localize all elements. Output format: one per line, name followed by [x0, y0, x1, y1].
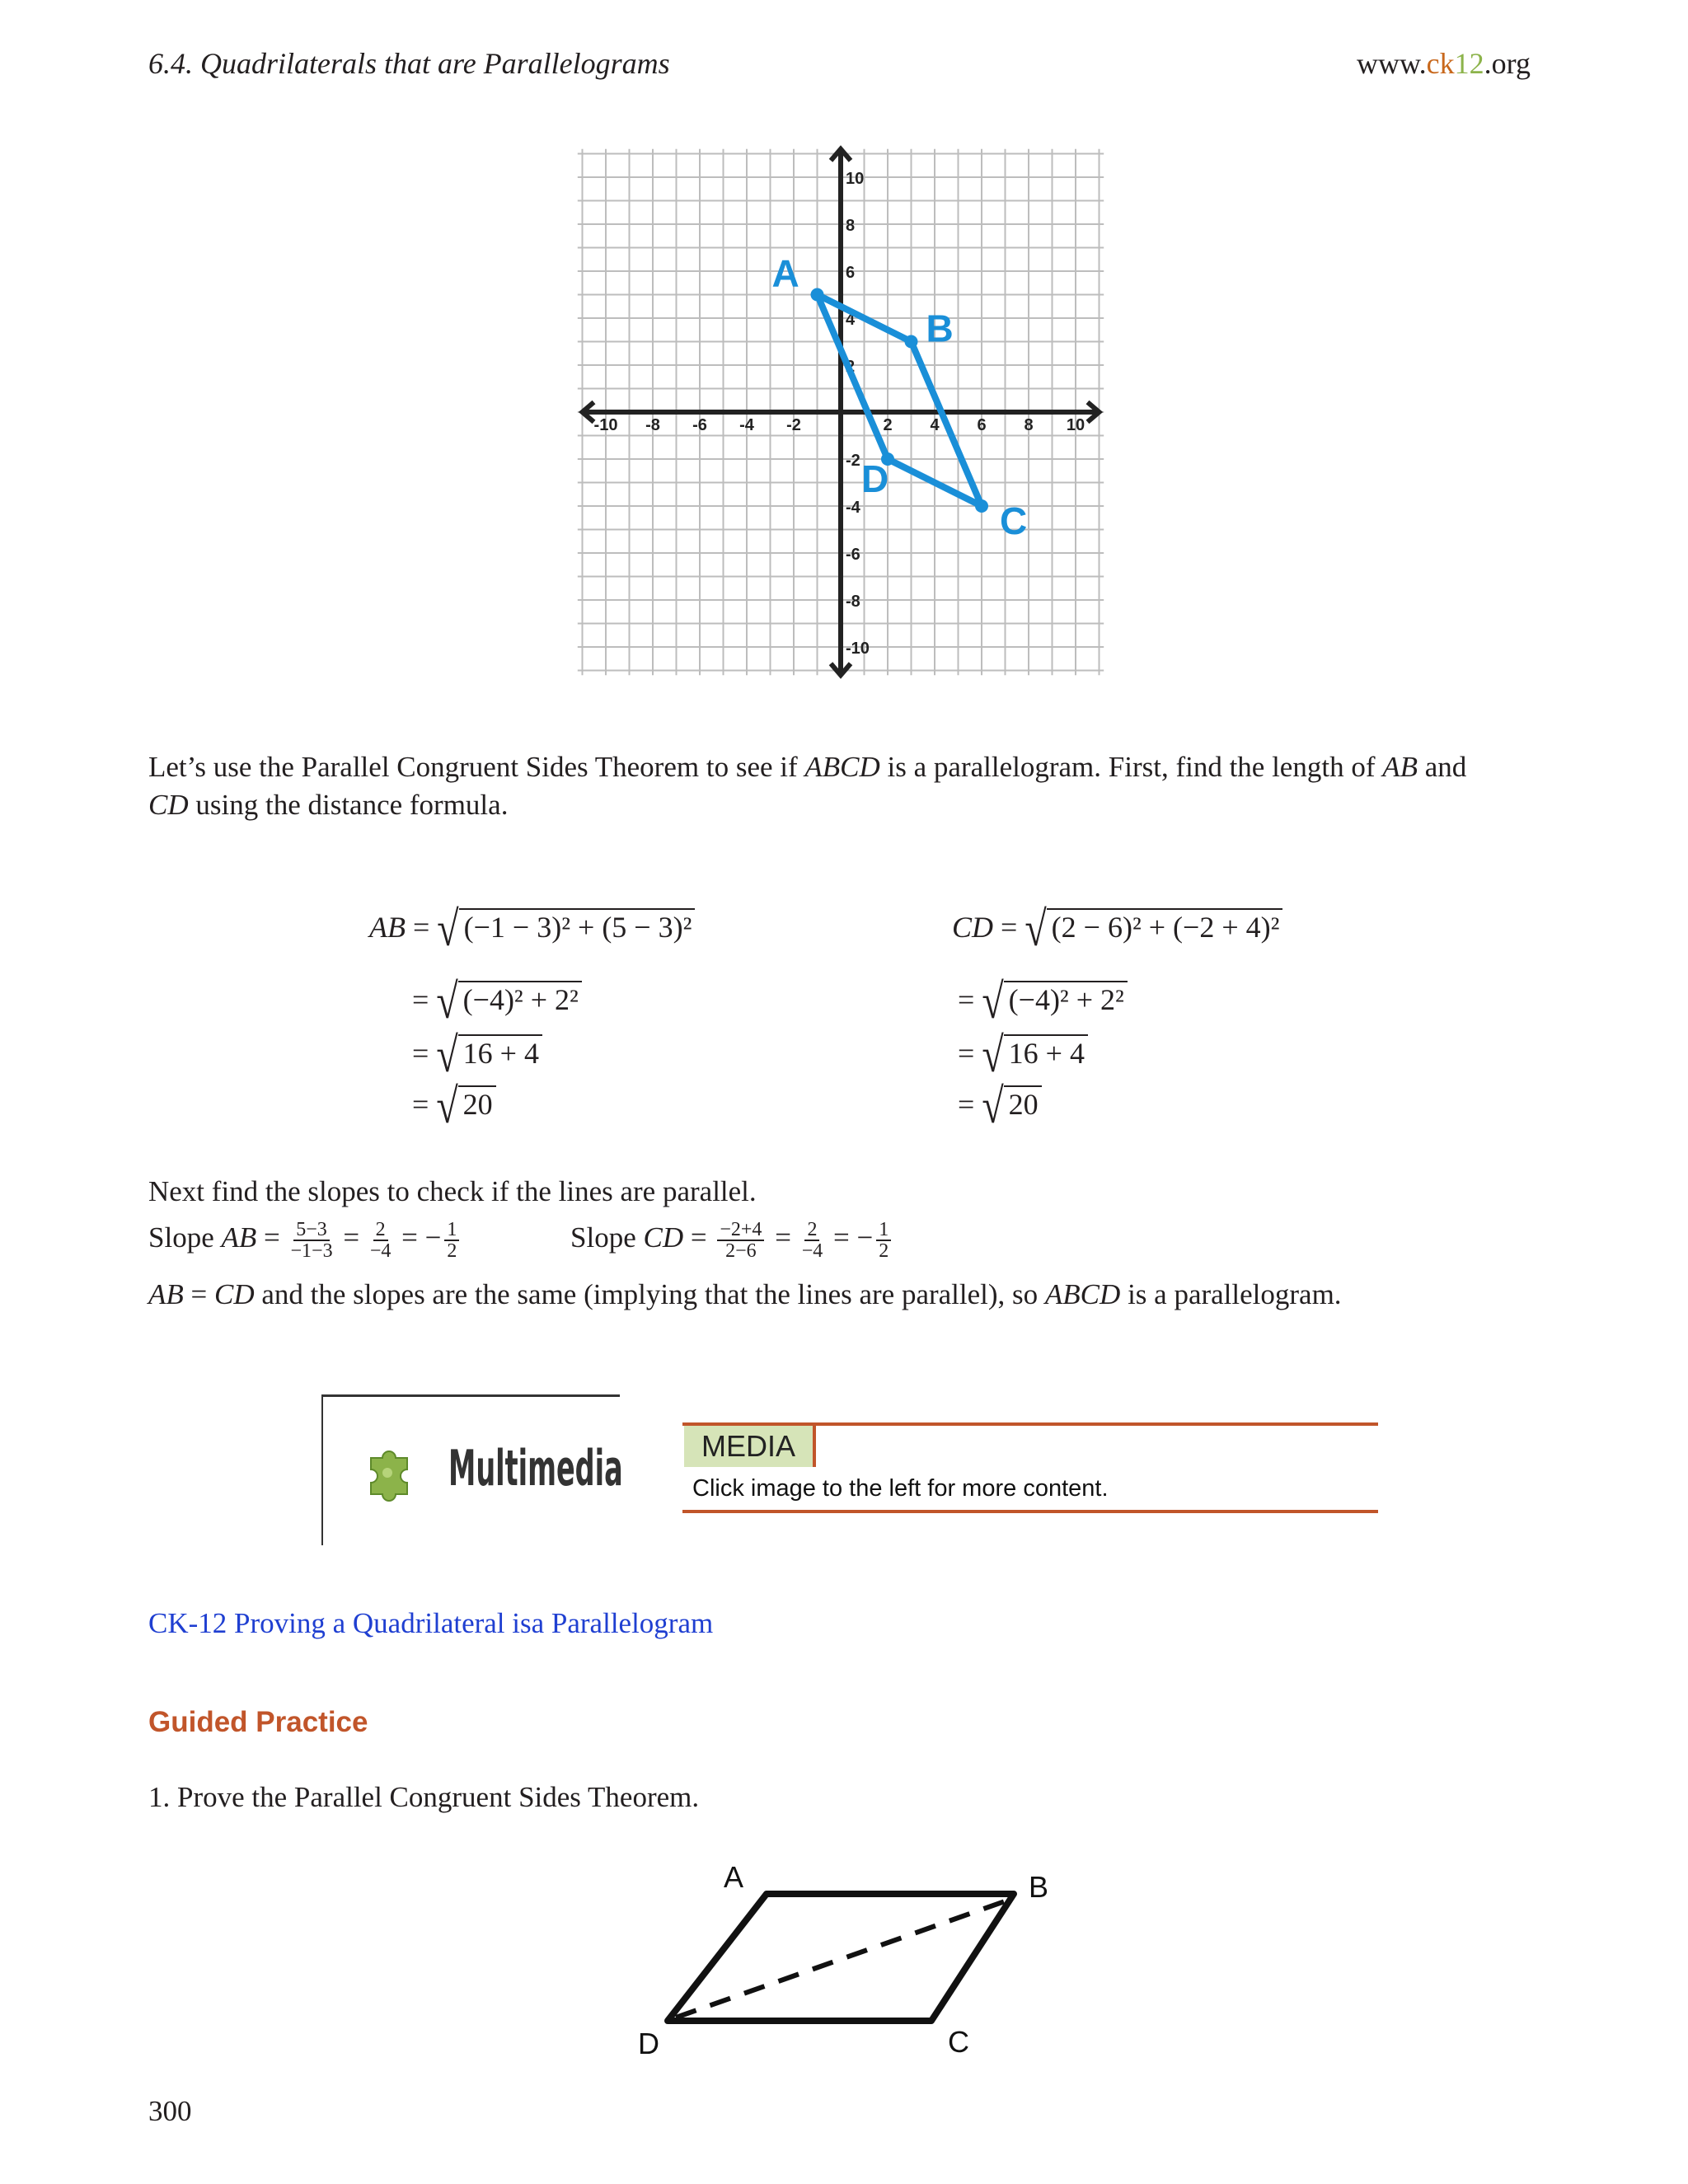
ab-eq-line4: = √ 20	[412, 1084, 496, 1129]
vertex-label-b: B	[1029, 1870, 1049, 1904]
page-number: 300	[148, 2095, 192, 2127]
point-c	[975, 499, 988, 513]
y-tick-label: 2	[846, 358, 856, 376]
x-tick-label: -2	[786, 416, 801, 434]
vertex-label-a: A	[724, 1860, 744, 1894]
video-link[interactable]: CK-12 Proving a Quadrilateral isa Parallelogram	[148, 1607, 714, 1639]
slope-cd-equation: Slope CD = $\frac{-2+4}{2-6}$ = $\frac{2}{-4}$ = − $\frac{1}{2}$	[570, 1220, 894, 1261]
x-tick-label: 4	[930, 416, 940, 434]
x-tick-label: -10	[593, 416, 618, 434]
running-header-section: 6.4. Quadrilaterals that are Parallelograms	[148, 47, 670, 80]
guided-practice-heading: Guided Practice	[148, 1706, 368, 1738]
y-tick-label: 8	[846, 217, 856, 235]
cd-eq-line2: = √ (−4)² + 2²	[958, 979, 1128, 1024]
media-caption: Click image to the left for more content.	[692, 1475, 1109, 1502]
y-tick-label: 6	[846, 264, 856, 282]
x-tick-label: -6	[692, 416, 707, 434]
point-label-d: D	[861, 457, 889, 500]
x-tick-label: 2	[883, 416, 893, 434]
media-label: MEDIA	[684, 1426, 816, 1467]
y-tick-label: -4	[846, 499, 860, 517]
ab-eq-line3: = √ 16 + 4	[412, 1033, 542, 1078]
coordinate-graph	[577, 132, 1121, 692]
point-label-c: C	[1000, 499, 1028, 542]
vertex-label-c: C	[948, 2025, 969, 2059]
x-tick-label: 6	[977, 416, 987, 434]
parallelogram-diagram	[626, 1854, 1071, 2060]
x-tick-label: 8	[1024, 416, 1034, 434]
cd-eq-line3: = √ 16 + 4	[958, 1033, 1088, 1078]
intro-paragraph: Let’s use the Parallel Congruent Sides Theorem to see if ABCD is a parallelogram. First, find the length of AB and CD using the distance formula.	[148, 751, 1467, 821]
point-b	[905, 335, 918, 349]
slopes-intro: Next find the slopes to check if the lines are parallel.	[148, 1175, 757, 1207]
x-tick-label: -8	[645, 416, 660, 434]
y-tick-label: -2	[846, 452, 860, 470]
y-tick-label: 4	[846, 311, 856, 329]
y-tick-label: -8	[846, 593, 860, 611]
x-tick-label: -4	[739, 416, 754, 434]
y-tick-label: -6	[846, 546, 860, 564]
conclusion: AB = CD and the slopes are the same (implying that the lines are parallel), so ABCD is a parallelogram.	[148, 1278, 1342, 1310]
cd-eq-line4: = √ 20	[958, 1084, 1042, 1129]
ab-eq-line1: AB = √ (−1 − 3)² + (5 − 3)²	[369, 907, 695, 952]
multimedia-thumbnail[interactable]	[321, 1394, 623, 1545]
diagonal-db	[676, 1900, 1007, 2018]
puzzle-icon	[363, 1440, 425, 1502]
question-1: 1. Prove the Parallel Congruent Sides Theorem.	[148, 1781, 700, 1813]
multimedia-label: Multimedia	[448, 1440, 623, 1497]
y-tick-label: 10	[846, 170, 865, 188]
y-tick-label: -10	[846, 640, 870, 658]
point-label-a: A	[771, 251, 799, 295]
ab-eq-line2: = √ (−4)² + 2²	[412, 979, 582, 1024]
cd-eq-line1: CD = √ (2 − 6)² + (−2 + 4)²	[952, 907, 1282, 952]
x-tick-label: 10	[1066, 416, 1085, 434]
point-a	[811, 288, 824, 302]
slope-ab-equation: Slope AB = $\frac{5-3}{-1-3}$ = $\frac{2}{-4}$ = − $\frac{1}{2}$	[148, 1220, 462, 1261]
running-header-site: www.ck12.org	[1357, 47, 1531, 80]
point-label-b: B	[926, 307, 954, 350]
media-bottom-rule	[682, 1510, 1378, 1513]
vertex-label-d: D	[638, 2027, 659, 2060]
